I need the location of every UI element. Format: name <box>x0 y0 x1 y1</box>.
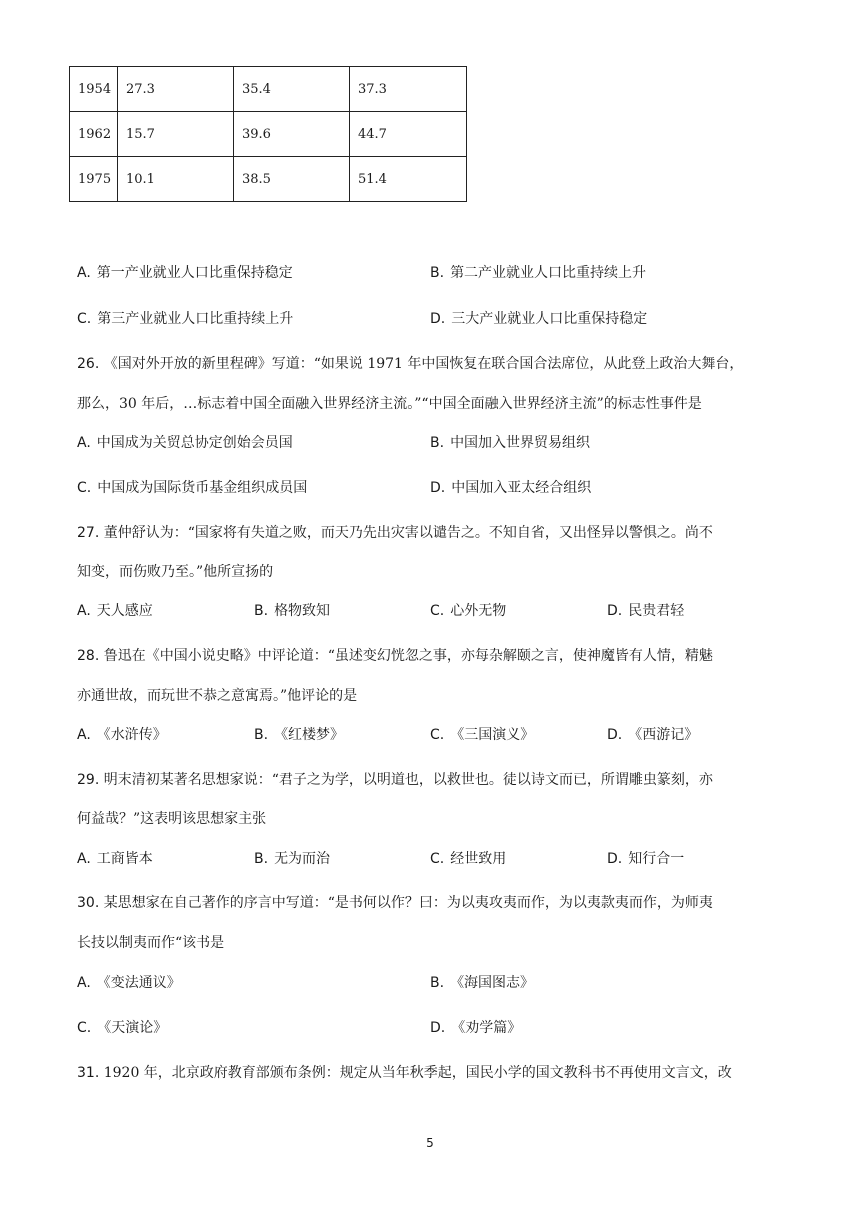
q25-option-d[interactable] <box>430 308 647 328</box>
option-text: 无为而治 <box>274 851 331 867</box>
q29-stem-line2: 何益哉？”这表明该思想家主张 <box>77 811 267 827</box>
option-letter: D. <box>607 851 623 867</box>
page-number: 5 <box>426 1136 434 1150</box>
q27-option-d[interactable] <box>607 600 684 620</box>
option-text: 《三国演义》 <box>450 727 535 743</box>
question-text: 某思想家在自己著作的序言中写道：“是书何以作？曰：为以夷攻夷而作，为以夷款夷而作，为师夷 <box>103 895 713 911</box>
option-text: 天人感应 <box>96 603 153 619</box>
option-letter: D. <box>607 603 623 619</box>
option-text: 中国成为关贸总协定创始会员国 <box>96 435 293 451</box>
option-text: 《西游记》 <box>628 727 699 743</box>
option-text: 工商皆本 <box>96 851 153 867</box>
option-text: 《变法通议》 <box>96 975 181 991</box>
q28-stem-line2: 亦通世故，而玩世不恭之意寓焉。”他评论的是 <box>77 688 358 704</box>
option-text: 第二产业就业人口比重持续上升 <box>450 265 647 281</box>
q28-option-b[interactable] <box>254 724 344 744</box>
option-text: 《海国图志》 <box>450 975 535 991</box>
option-text: 民贵君轻 <box>628 603 685 619</box>
q30-stem-line2: 长技以制夷而作“该书是 <box>77 935 225 951</box>
option-letter: C. <box>430 727 445 743</box>
table-row <box>70 67 467 112</box>
table-cell: 27.3 <box>118 67 234 112</box>
option-text: 中国加入世界贸易组织 <box>450 435 591 451</box>
option-letter: A. <box>77 603 91 619</box>
question-number: 29. <box>77 772 100 788</box>
question-text: 《国对外开放的新里程碑》写道：“如果说 1971 年中国恢复在联合国合法席位，从此登上政治大舞台， <box>103 356 744 372</box>
option-letter: A. <box>77 265 91 281</box>
option-letter: B. <box>254 727 269 743</box>
question-number: 28. <box>77 648 100 664</box>
q28-option-a[interactable] <box>77 724 167 744</box>
option-text: 《红楼梦》 <box>274 727 345 743</box>
option-letter: B. <box>430 265 445 281</box>
q30-option-a[interactable] <box>77 972 181 992</box>
table-cell: 10.1 <box>118 157 234 202</box>
option-letter: B. <box>430 435 445 451</box>
option-letter: D. <box>607 727 623 743</box>
q28-option-c[interactable] <box>430 724 534 744</box>
option-letter: C. <box>77 311 92 327</box>
q28-option-d[interactable] <box>607 724 698 744</box>
option-letter: C. <box>77 1020 92 1036</box>
q25-option-a[interactable] <box>77 262 293 282</box>
question-text: 鲁迅在《中国小说史略》中评论道：“虽述变幻恍忽之事，亦每杂解颐之言，使神魔皆有人情，精魅 <box>103 648 713 664</box>
q30-option-d[interactable] <box>430 1017 521 1037</box>
option-letter: B. <box>254 851 269 867</box>
option-letter: C. <box>430 851 445 867</box>
option-text: 经世致用 <box>450 851 507 867</box>
option-letter: A. <box>77 727 91 743</box>
q29-option-c[interactable] <box>430 848 506 868</box>
option-letter: C. <box>77 480 92 496</box>
table-cell: 44.7 <box>350 112 467 157</box>
q29-option-d[interactable] <box>607 848 684 868</box>
option-letter: A. <box>77 975 91 991</box>
option-letter: D. <box>430 480 446 496</box>
option-text: 知行合一 <box>628 851 685 867</box>
table-cell: 1954 <box>70 67 118 112</box>
option-text: 中国加入亚太经合组织 <box>451 480 592 496</box>
table-cell: 35.4 <box>234 67 350 112</box>
q27-option-a[interactable] <box>77 600 153 620</box>
table-cell: 1962 <box>70 112 118 157</box>
q27-option-b[interactable] <box>254 600 330 620</box>
option-text: 《天演论》 <box>97 1020 168 1036</box>
option-letter: A. <box>77 851 91 867</box>
q25-option-c[interactable] <box>77 308 293 328</box>
q29-stem-line1 <box>77 769 787 789</box>
q26-option-a[interactable] <box>77 432 293 452</box>
q27-stem-line2: 知变，而伤败乃至。”他所宣扬的 <box>77 564 274 580</box>
q28-stem-line1 <box>77 645 787 665</box>
option-letter: C. <box>430 603 445 619</box>
table-cell: 15.7 <box>118 112 234 157</box>
option-letter: D. <box>430 311 446 327</box>
option-text: 《水浒传》 <box>96 727 167 743</box>
question-number: 30. <box>77 895 100 911</box>
q29-option-a[interactable] <box>77 848 153 868</box>
q26-stem-line2: 那么，30 年后，…标志着中国全面融入世界经济主流。”“中国全面融入世界经济主流”的标志性事件是 <box>77 396 702 412</box>
q30-stem-line1 <box>77 892 787 912</box>
q29-option-b[interactable] <box>254 848 330 868</box>
option-text: 第一产业就业人口比重保持稳定 <box>96 265 293 281</box>
question-number: 27. <box>77 525 100 541</box>
q30-option-b[interactable] <box>430 972 534 992</box>
table-cell: 1975 <box>70 157 118 202</box>
table-cell: 51.4 <box>350 157 467 202</box>
option-text: 《劝学篇》 <box>451 1020 522 1036</box>
option-letter: D. <box>430 1020 446 1036</box>
table-row <box>70 157 467 202</box>
option-letter: A. <box>77 435 91 451</box>
question-number: 31. <box>77 1065 100 1081</box>
table-cell: 39.6 <box>234 112 350 157</box>
q26-stem-line1 <box>77 353 787 373</box>
option-text: 中国成为国际货币基金组织成员国 <box>97 480 308 496</box>
q26-option-b[interactable] <box>430 432 590 452</box>
option-text: 第三产业就业人口比重持续上升 <box>97 311 294 327</box>
option-letter: B. <box>430 975 445 991</box>
table-cell: 38.5 <box>234 157 350 202</box>
q27-option-c[interactable] <box>430 600 506 620</box>
table-cell: 37.3 <box>350 67 467 112</box>
q26-option-c[interactable] <box>77 477 307 497</box>
option-text: 心外无物 <box>450 603 507 619</box>
q25-option-b[interactable] <box>430 262 646 282</box>
option-text: 三大产业就业人口比重保持稳定 <box>451 311 648 327</box>
employment-table <box>69 66 467 202</box>
q30-option-c[interactable] <box>77 1017 167 1037</box>
question-text: 明末清初某著名思想家说：“君子之为学，以明道也，以救世也。徒以诗文而已，所谓雕虫篆刻，亦 <box>103 772 713 788</box>
q31-stem-line1 <box>77 1062 787 1082</box>
table-row <box>70 112 467 157</box>
q27-stem-line1 <box>77 522 787 542</box>
option-letter: B. <box>254 603 269 619</box>
q26-option-d[interactable] <box>430 477 591 497</box>
option-text: 格物致知 <box>274 603 331 619</box>
question-text: 1920 年，北京政府教育部颁布条例：规定从当年秋季起，国民小学的国文教科书不再使用文言文，改 <box>103 1065 732 1081</box>
question-number: 26. <box>77 356 100 372</box>
question-text: 董仲舒认为：“国家将有失道之败，而天乃先出灾害以谴告之。不知自省，又出怪异以警惧之。尚不 <box>103 525 713 541</box>
